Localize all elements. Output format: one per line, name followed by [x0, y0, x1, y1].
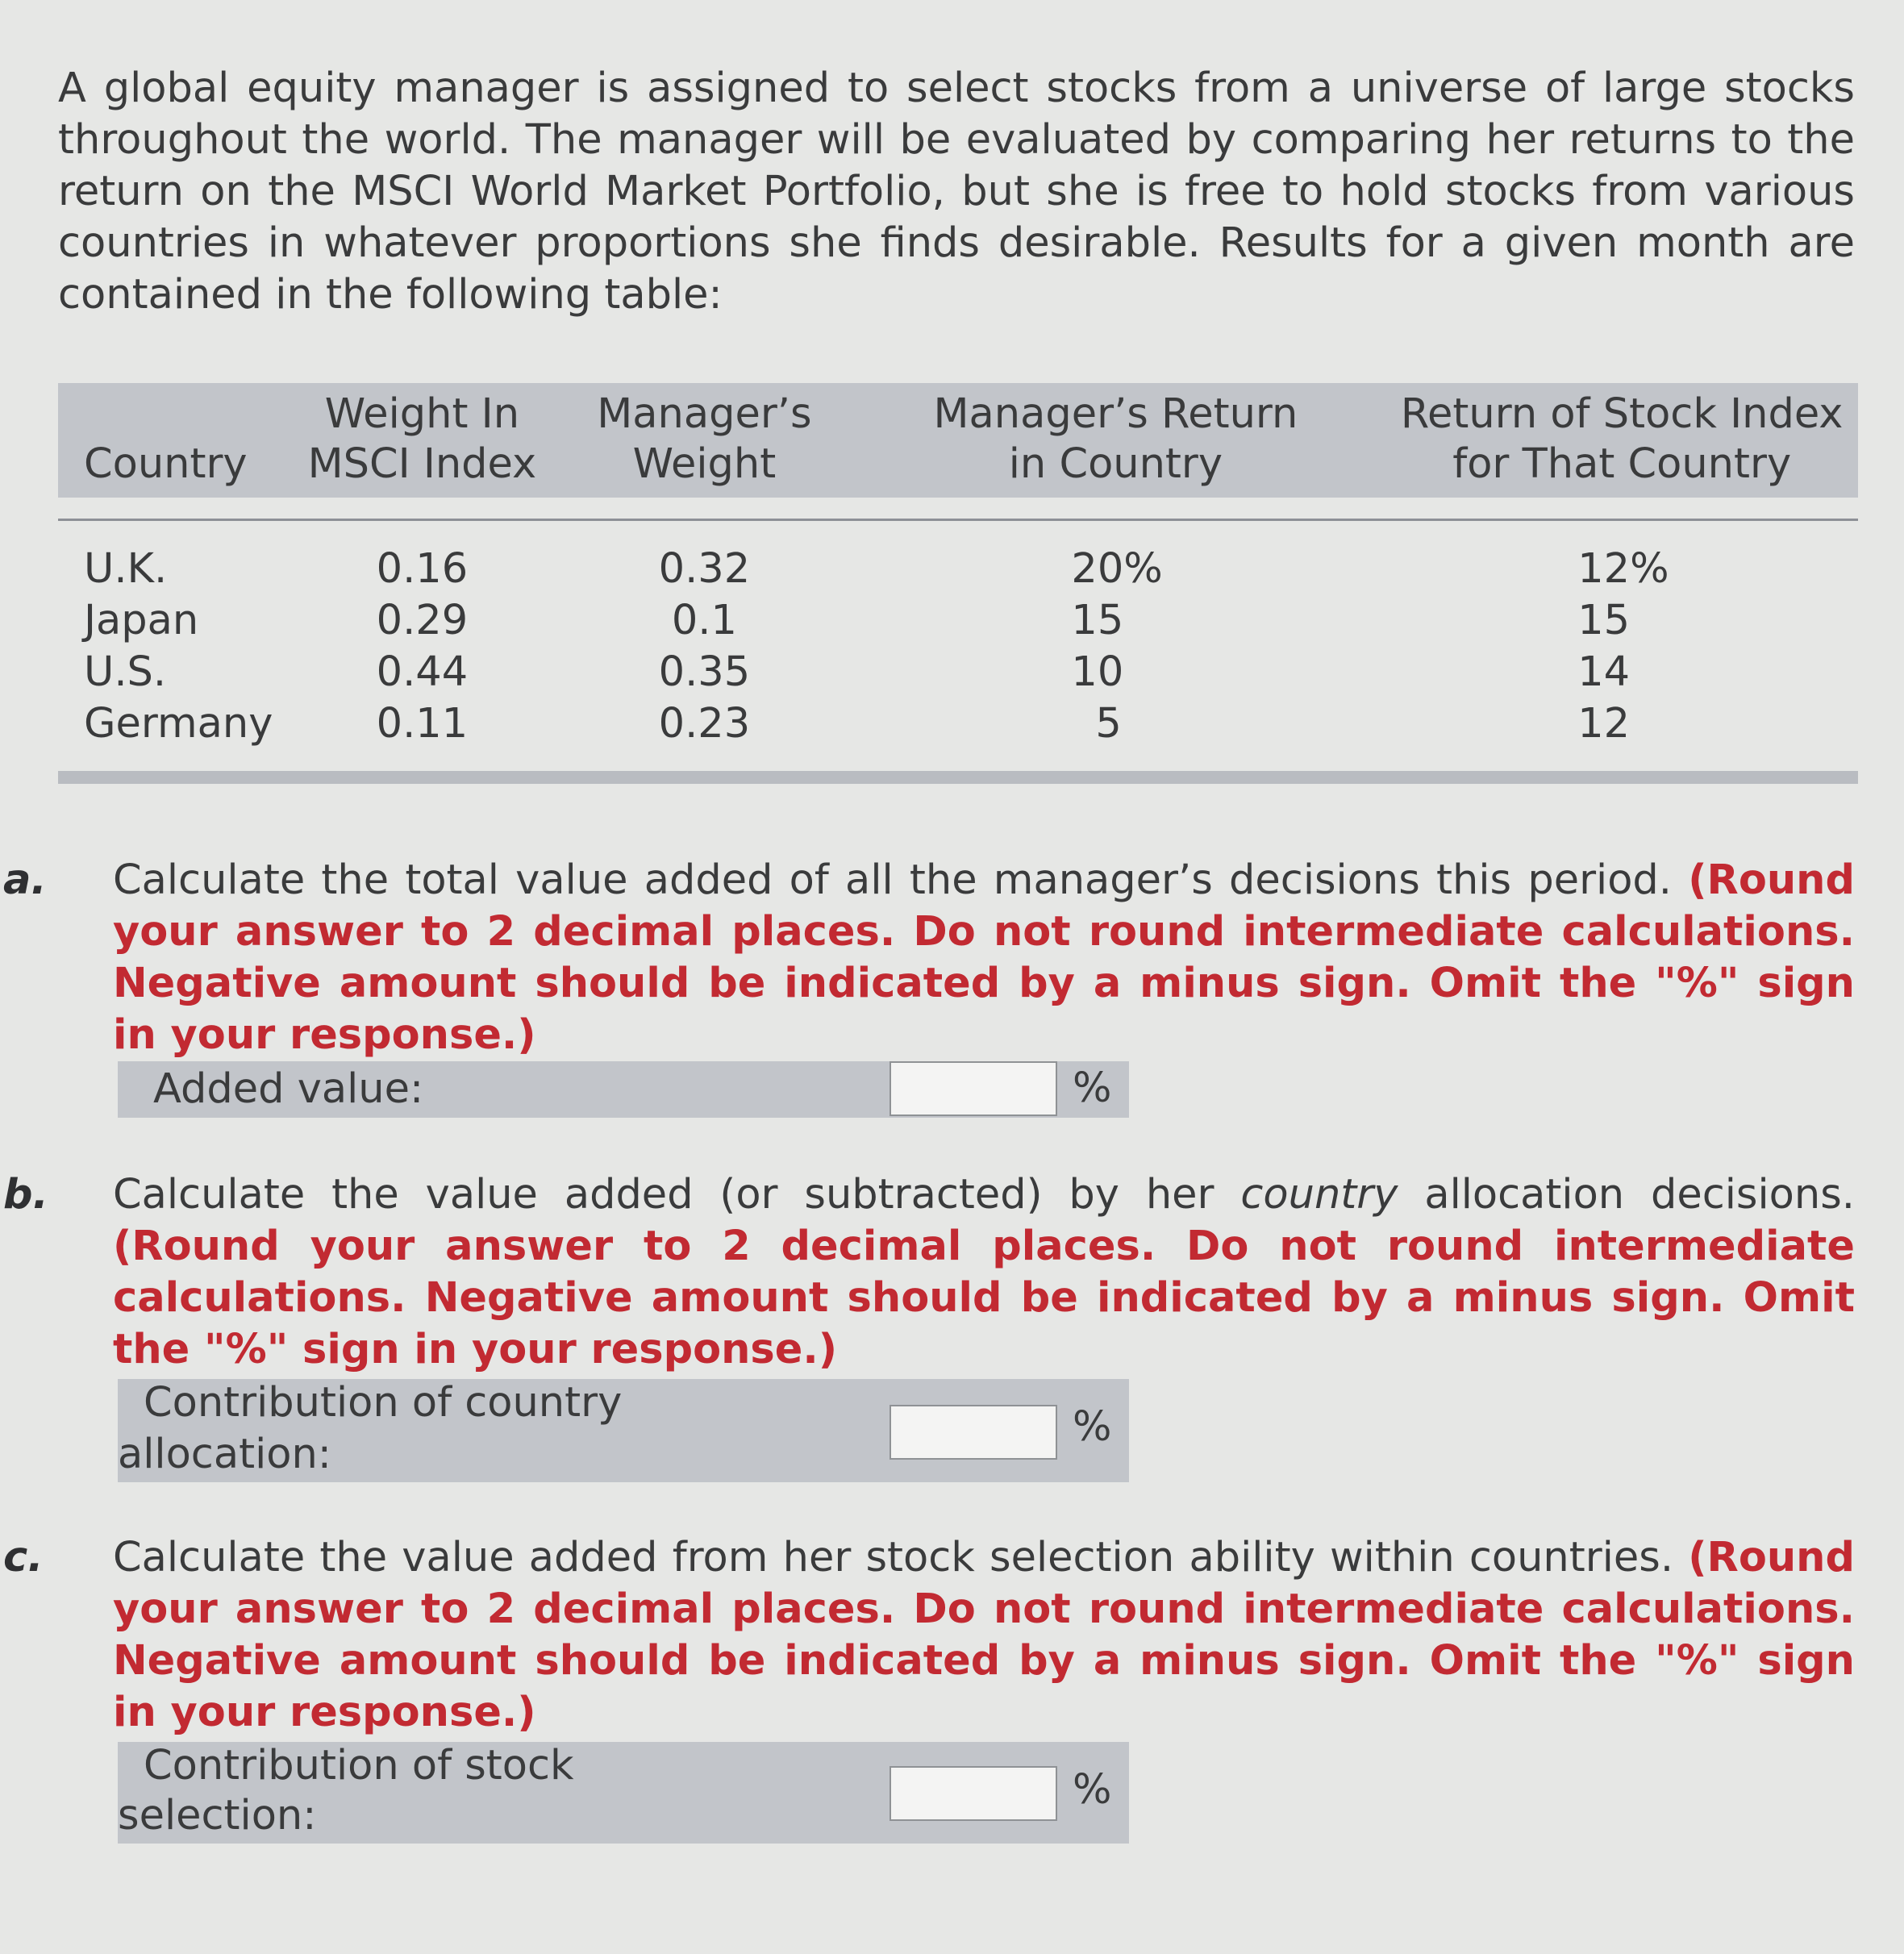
- question-text: allocation decisions.: [1424, 1171, 1855, 1219]
- cell-manager-return: 10: [1071, 648, 1124, 696]
- cell-country: Japan: [84, 597, 199, 644]
- question-letter: c.: [3, 1534, 44, 1581]
- question-b: [3, 1169, 1855, 1376]
- table-row: [58, 595, 1858, 647]
- question-c: [3, 1532, 1855, 1739]
- answer-label: Contribution of stock: [144, 1742, 574, 1789]
- cell-manager-return: 20%: [1071, 545, 1163, 593]
- answer-label: allocation:: [118, 1431, 331, 1478]
- question-text: Calculate the value added (or subtracted) by her: [113, 1171, 1214, 1219]
- cell-manager-return: 15: [1071, 597, 1124, 644]
- cell-index-return: 12%: [1577, 545, 1669, 593]
- percent-unit: %: [1073, 1064, 1112, 1112]
- cell-index-return: 14: [1577, 648, 1631, 696]
- percent-unit: %: [1073, 1766, 1112, 1814]
- cell-manager-return: 5: [1095, 700, 1122, 748]
- question-text: Calculate the value added from her stock selection ability within countries.: [113, 1534, 1674, 1581]
- stock-selection-input[interactable]: [890, 1766, 1057, 1821]
- cell-country: Germany: [84, 700, 273, 748]
- cell-index-return: 15: [1577, 597, 1631, 644]
- country-allocation-input[interactable]: [890, 1405, 1057, 1460]
- cell-manager-weight: 0.1: [671, 597, 737, 644]
- question-text-emphasis: country: [1240, 1171, 1398, 1219]
- cell-msci-weight: 0.16: [376, 545, 469, 593]
- header-manager-return: Manager’s Return in Country: [845, 383, 1385, 498]
- answer-label: Contribution of country: [144, 1379, 623, 1427]
- table-header-row: [58, 383, 1858, 498]
- question-letter: b.: [3, 1171, 48, 1219]
- question-a: [3, 855, 1855, 1061]
- answer-label: Added value:: [153, 1065, 424, 1113]
- header-index-return: Return of Stock Index for That Country: [1385, 383, 1858, 498]
- header-manager-weight: Manager’s Weight: [563, 383, 845, 498]
- cell-manager-weight: 0.23: [658, 700, 751, 748]
- question-text: Calculate the total value added of all the manager’s decisions this period.: [113, 856, 1673, 904]
- cell-index-return: 12: [1577, 700, 1631, 748]
- added-value-input[interactable]: [890, 1061, 1057, 1116]
- cell-manager-weight: 0.32: [658, 545, 751, 593]
- question-instruction: (Round your answer to 2 decimal places. Do not round intermediate calculations. Negative amount should be indicated by a minus sign. Omit the "%" sign in your response.): [113, 1223, 1855, 1373]
- cell-country: U.K.: [84, 545, 168, 593]
- header-country: Country: [58, 383, 281, 498]
- answer-label: selection:: [118, 1792, 317, 1839]
- cell-msci-weight: 0.11: [376, 700, 469, 748]
- intro-paragraph: A global equity manager is assigned to select stocks from a universe of large stocks throughout the world. The manager will be evaluated by comparing her returns to the return on the MSCI World Market Portfolio, but she is free to hold stocks from various countries in whatever proportions she finds desirable. Results for a given month are contained in the following table:: [58, 65, 1855, 319]
- table-row: [58, 520, 1858, 596]
- header-msci-weight: Weight In MSCI Index: [281, 383, 563, 498]
- question-instruction: (Round your answer to 2 decimal places. Do not round intermediate calculations. Negative amount should be indicated by a minus sign. Omit the "%" sign in your response.): [113, 856, 1855, 1059]
- question-letter: a.: [3, 856, 47, 904]
- percent-unit: %: [1073, 1403, 1112, 1451]
- cell-msci-weight: 0.29: [376, 597, 469, 644]
- table-row: [58, 698, 1858, 771]
- results-table: [58, 383, 1858, 784]
- table-row: [58, 647, 1858, 698]
- question-instruction: (Round your answer to 2 decimal places. Do not round intermediate calculations. Negative amount should be indicated by a minus sign. Omit the "%" sign in your response.): [113, 1534, 1855, 1736]
- cell-msci-weight: 0.44: [376, 648, 469, 696]
- cell-country: U.S.: [84, 648, 167, 696]
- cell-manager-weight: 0.35: [658, 648, 751, 696]
